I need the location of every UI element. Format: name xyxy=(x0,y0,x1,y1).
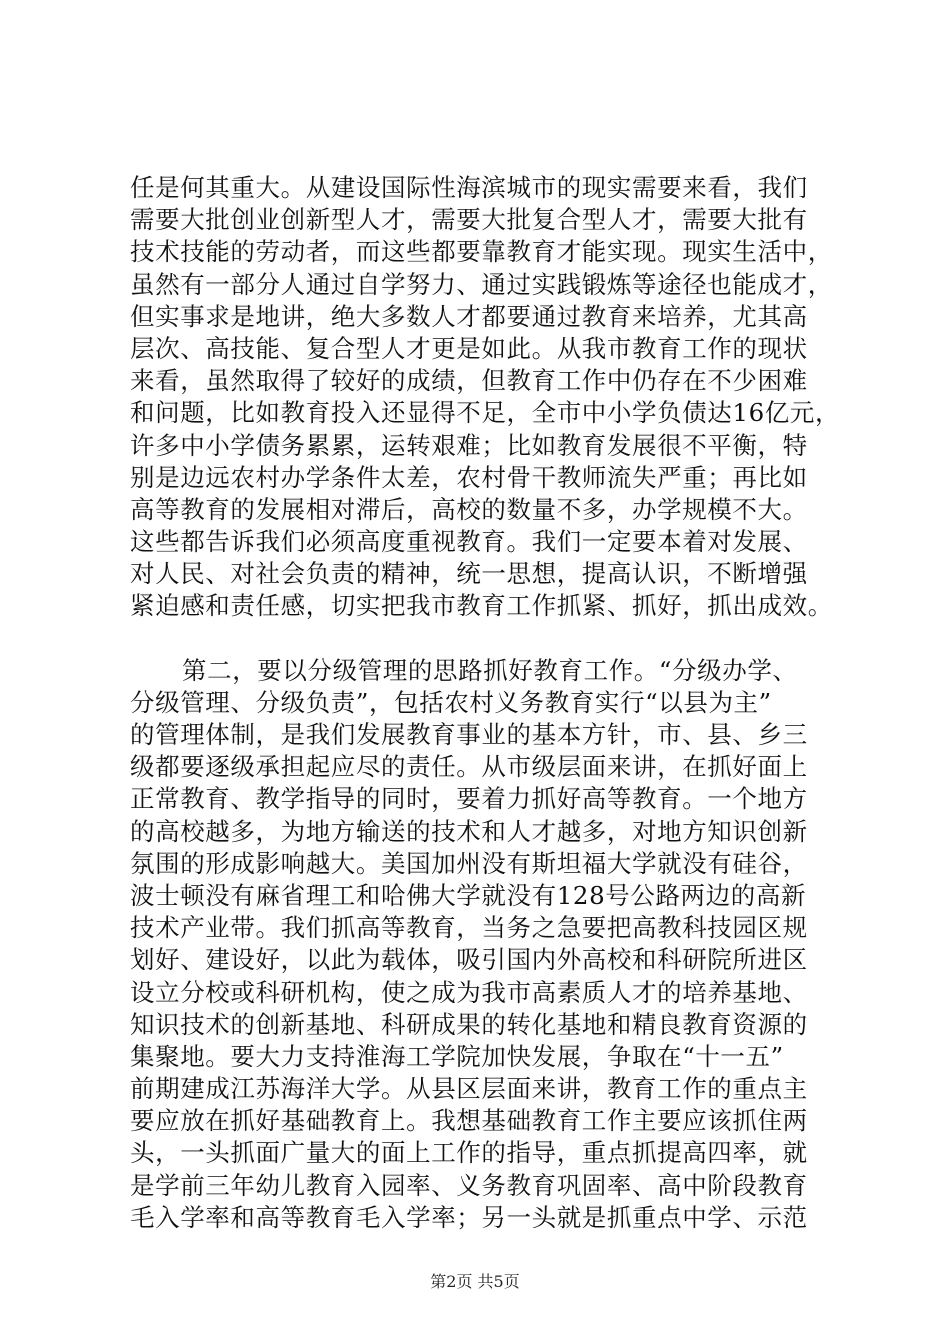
paragraph xyxy=(130,655,830,1234)
text-line: 毛入学率和高等教育毛入学率；另一头就是抓重点中学、示范 xyxy=(130,1202,808,1232)
text-line: 技术技能的劳动者，而这些都要靠教育才能实现。现实生活中， xyxy=(130,237,833,267)
text-line: 波士顿没有麻省理工和哈佛大学就没有128号公路两边的高新 xyxy=(130,880,807,910)
text-line: 虽然有一部分人通过自学努力、通过实践锻炼等途径也能成才， xyxy=(130,269,833,299)
text-line: 前期建成江苏海洋大学。从县区层面来讲，教育工作的重点主 xyxy=(130,1074,808,1104)
text-line: 知识技术的创新基地、科研成果的转化基地和精良教育资源的 xyxy=(130,1009,808,1039)
paragraph xyxy=(130,172,841,623)
text-line: 第二，要以分级管理的思路抓好教育工作。“分级办学、 xyxy=(182,655,798,685)
text-line: 许多中小学债务累累，运转艰难；比如教育发展很不平衡，特 xyxy=(130,430,808,460)
page-footer: 第2页 共5页 xyxy=(430,1272,520,1291)
text-line: 这些都告诉我们必须高度重视教育。我们一定要本着对发展、 xyxy=(130,527,808,557)
text-line: 集聚地。要大力支持淮海工学院加快发展，争取在“十一五” xyxy=(130,1041,784,1071)
text-line: 的高校越多，为地方输送的技术和人才越多，对地方知识创新 xyxy=(130,816,808,846)
text-line: 技术产业带。我们抓高等教育，当务之急要把高教科技园区规 xyxy=(130,913,808,943)
text-line: 是学前三年幼儿教育入园率、义务教育巩固率、高中阶段教育 xyxy=(130,1170,808,1200)
text-line: 正常教育、教学指导的同时，要着力抓好高等教育。一个地方 xyxy=(130,784,808,814)
text-line: 需要大批创业创新型人才，需要大批复合型人才，需要大批有 xyxy=(130,205,808,235)
text-line: 要应放在抓好基础教育上。我想基础教育工作主要应该抓住两 xyxy=(130,1106,808,1136)
text-line: 来看，虽然取得了较好的成绩，但教育工作中仍存在不少困难 xyxy=(130,366,808,396)
body-text xyxy=(130,172,841,1234)
paragraph-gap xyxy=(130,623,830,655)
text-line: 层次、高技能、复合型人才更是如此。从我市教育工作的现状 xyxy=(130,333,808,363)
text-line: 头，一头抓面广量大的面上工作的指导，重点抓提高四率，就 xyxy=(130,1138,808,1168)
text-line: 的管理体制，是我们发展教育事业的基本方针，市、县、乡三 xyxy=(130,720,808,749)
text-line: 分级管理、分级负责”，包括农村义务教育实行“以县为主” xyxy=(130,687,772,717)
text-line: 但实事求是地讲，绝大多数人才都要通过教育来培养，尤其高 xyxy=(130,301,808,331)
text-line: 划好、建设好，以此为载体，吸引国内外高校和科研院所进区 xyxy=(130,945,808,975)
text-line: 对人民、对社会负责的精神，统一思想，提高认识，不断增强 xyxy=(130,559,808,589)
text-line: 高等教育的发展相对滞后，高校的数量不多，办学规模不大。 xyxy=(130,494,808,524)
text-line: 氛围的形成影响越大。美国加州没有斯坦福大学就没有硅谷， xyxy=(130,848,808,878)
text-line: 紧迫感和责任感，切实把我市教育工作抓紧、抓好，抓出成效。 xyxy=(130,591,833,621)
text-line: 和问题，比如教育投入还显得不足，全市中小学负债达16亿元， xyxy=(130,398,841,428)
text-line: 设立分校或科研机构，使之成为我市高素质人才的培养基地、 xyxy=(130,977,808,1007)
text-line: 别是边远农村办学条件太差，农村骨干教师流失严重；再比如 xyxy=(130,462,808,492)
text-line: 任是何其重大。从建设国际性海滨城市的现实需要来看，我们 xyxy=(130,173,808,202)
text-line: 级都要逐级承担起应尽的责任。从市级层面来讲，在抓好面上 xyxy=(130,752,808,782)
